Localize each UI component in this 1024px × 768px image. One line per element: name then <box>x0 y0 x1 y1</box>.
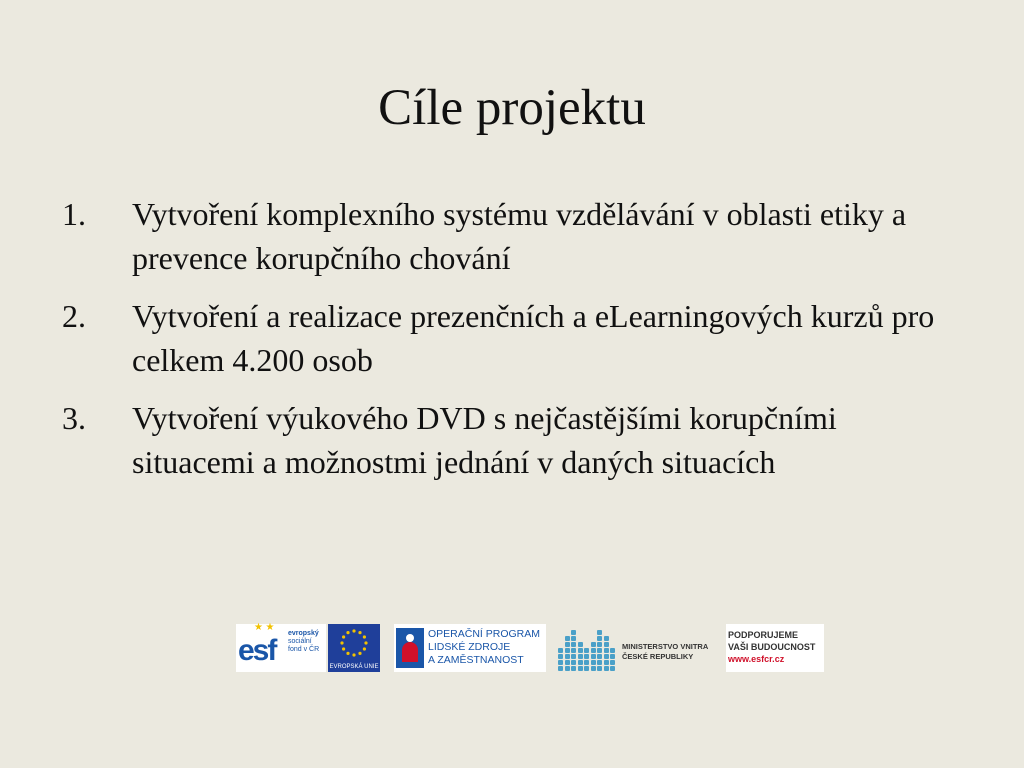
oplz-person-icon <box>396 628 424 668</box>
list-item-number: 3. <box>62 400 86 436</box>
oplz-logo-text <box>428 628 546 667</box>
list-item-text: Vytvoření a realizace prezenčních a eLearningových kurzů pro celkem 4.200 osob <box>132 298 935 378</box>
esf-line3: fond v ČR <box>288 646 320 653</box>
list-item-number: 2. <box>62 298 86 334</box>
esf-logo-caption <box>288 630 326 654</box>
support-logo-text <box>728 629 824 665</box>
oplz-line1: OPERAČNÍ PROGRAM <box>428 628 541 640</box>
mvcr-line1: MINISTERSTVO VNITRA <box>622 642 709 651</box>
mvcr-logo <box>558 624 718 672</box>
support-line1: PODPORUJEME <box>728 630 799 640</box>
esf-logo-letters: esf <box>238 634 276 667</box>
eu-flag-logo <box>328 624 380 672</box>
partner-logos <box>236 624 826 672</box>
esf-line1: evropský <box>288 630 319 637</box>
list-item-number: 1. <box>62 196 86 232</box>
eu-stars-icon: ★ ★ <box>254 622 275 633</box>
esfcr-support-logo <box>726 624 824 672</box>
list-item-text: Vytvoření výukového DVD s nejčastějšími korupčními situacemi a možnostmi jednání v daných situacích <box>132 400 837 480</box>
eu-logo-caption: EVROPSKÁ UNIE <box>329 664 379 670</box>
oplz-line2: LIDSKÉ ZDROJE <box>428 641 511 653</box>
support-url: www.esfcr.cz <box>728 654 785 664</box>
slide-title: Cíle projektu <box>378 80 646 136</box>
esf-line2: sociální <box>288 638 312 645</box>
list-item <box>62 192 942 280</box>
support-line2: VAŠI BUDOUCNOST <box>728 642 816 652</box>
list-item-text: Vytvoření komplexního systému vzdělávání v oblasti etiky a prevence korupčního chování <box>132 196 907 276</box>
objectives-list <box>62 192 942 498</box>
mvcr-logo-text <box>622 642 718 662</box>
list-item <box>62 396 942 484</box>
eu-stars-circle-icon <box>328 624 380 664</box>
mvcr-dots-icon <box>558 626 616 672</box>
esf-logo <box>236 624 326 672</box>
list-item <box>62 294 942 382</box>
oplz-line3: A ZAMĚSTNANOST <box>428 654 524 666</box>
oplz-logo <box>394 624 546 672</box>
mvcr-line2: ČESKÉ REPUBLIKY <box>622 652 694 661</box>
